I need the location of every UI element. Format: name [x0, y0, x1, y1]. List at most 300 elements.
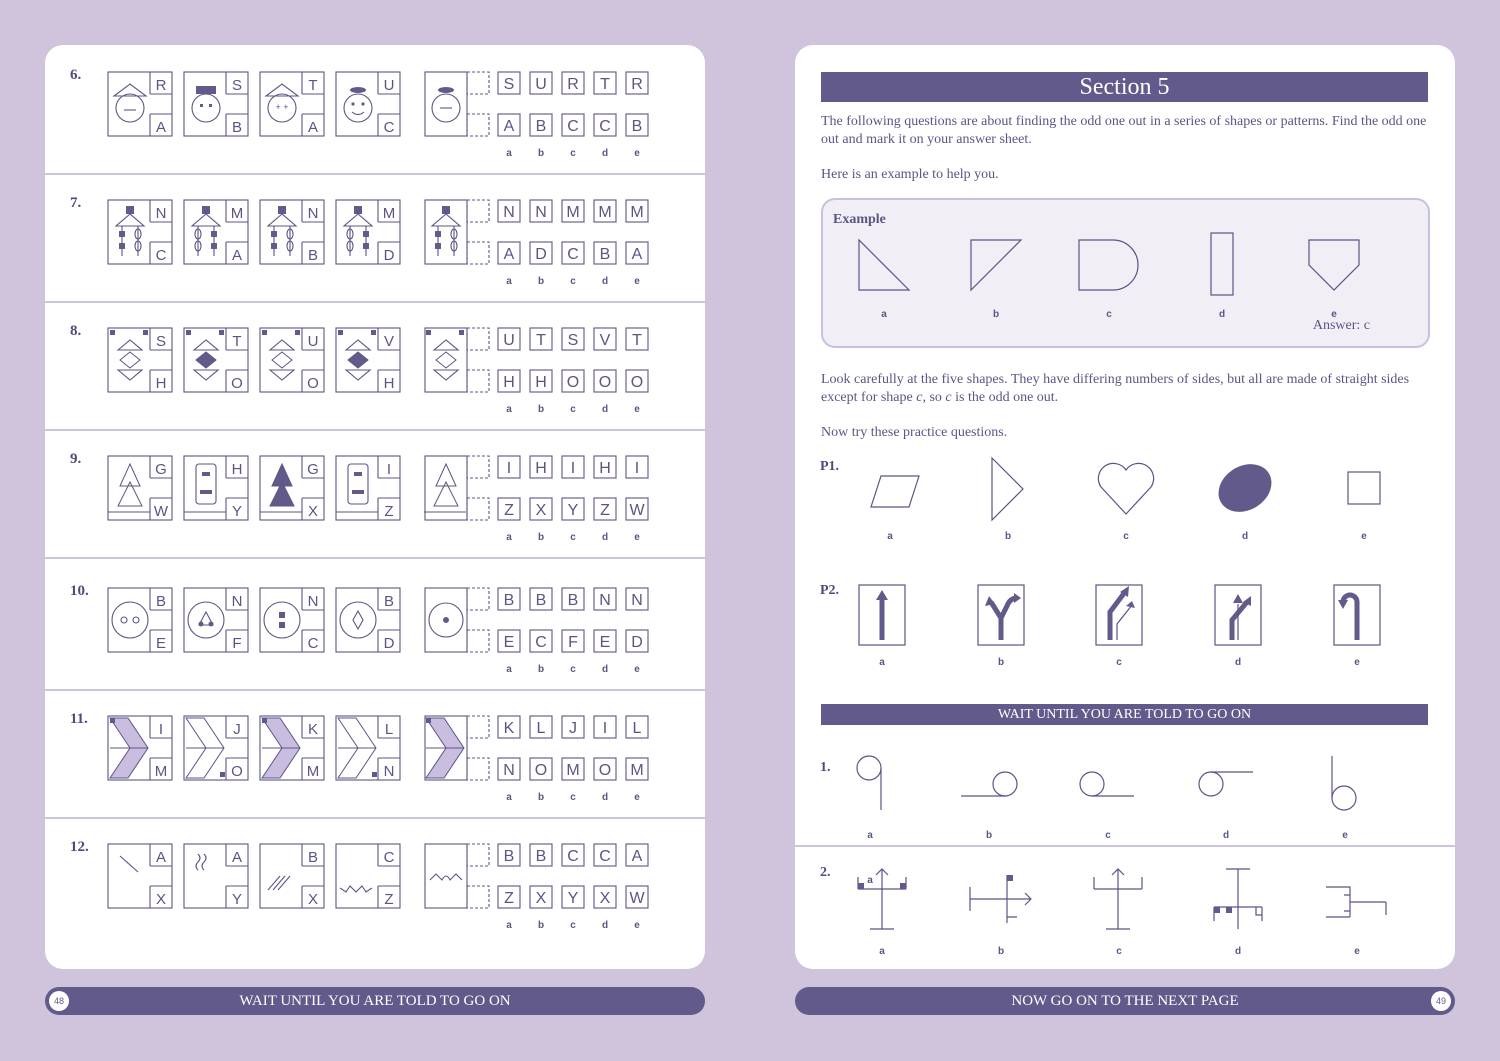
choice-letter: a — [506, 276, 512, 287]
left-page — [45, 45, 705, 969]
answer-code-top: H — [535, 460, 547, 477]
q2-letter-b: b — [997, 946, 1005, 957]
practice-intro: Now try these practice questions. — [821, 425, 1008, 440]
choice-letter: a — [506, 404, 512, 415]
option-code-top: B — [307, 849, 319, 866]
answer-code-bottom: O — [598, 374, 612, 391]
choice-letter: c — [570, 664, 576, 675]
option-figure — [108, 456, 172, 520]
answer-choice — [626, 456, 648, 543]
target-figure — [425, 716, 489, 780]
example-rectangle-d — [1211, 233, 1233, 295]
option-figure — [260, 588, 324, 652]
option-code-top: G — [155, 461, 167, 478]
question-figures — [108, 72, 668, 172]
answer-code-bottom: H — [503, 374, 515, 391]
option-code-top: I — [158, 721, 164, 738]
question-row — [45, 689, 705, 819]
answer-code-bottom: Z — [600, 502, 610, 519]
option-figure — [184, 716, 248, 780]
right-page — [795, 45, 1455, 969]
option-code-bottom: B — [231, 119, 243, 136]
option-code-top: A — [231, 849, 243, 866]
p2-letter-b: b — [997, 657, 1005, 668]
option-code-top: N — [307, 593, 319, 610]
arrow-diagonal-d — [1232, 602, 1247, 640]
choice-letter: a — [506, 920, 512, 931]
choice-letter: e — [634, 148, 640, 159]
option-code-bottom: A — [155, 119, 167, 136]
answer-code-top: M — [630, 204, 644, 221]
option-code-bottom: E — [155, 635, 167, 652]
option-code-top: L — [384, 721, 394, 738]
q1-choice-a: a — [867, 830, 873, 841]
option-code-top: S — [155, 333, 167, 350]
answer-code-bottom: B — [631, 118, 643, 135]
choice-letter: d — [601, 276, 609, 287]
question-row — [45, 561, 705, 691]
answer-code-bottom: C — [599, 118, 611, 135]
option-code-top: B — [155, 593, 167, 610]
question-number-1: 1. — [820, 760, 831, 775]
answer-code-top: H — [599, 460, 611, 477]
example-d-shape-c — [1079, 240, 1138, 290]
target-figure — [425, 72, 489, 136]
question-number: 6. — [70, 67, 82, 83]
answer-choice — [594, 588, 616, 675]
p1-letter-c: c — [1123, 531, 1129, 542]
question-row — [45, 817, 705, 945]
option-figure — [336, 328, 400, 392]
option-figure — [336, 588, 400, 652]
option-code-top: C — [383, 849, 395, 866]
question-figures — [108, 716, 668, 816]
answer-code-top: I — [570, 460, 576, 477]
question-figures — [108, 456, 668, 556]
option-code-top: U — [383, 77, 395, 94]
choice-letter: c — [570, 920, 576, 931]
answer-choice — [626, 588, 648, 675]
answer-code-top: U — [503, 332, 515, 349]
option-code-bottom: Z — [384, 503, 394, 520]
answer-choice — [626, 844, 648, 931]
answer-code-top: T — [536, 332, 546, 349]
question-row — [45, 45, 705, 175]
filled-ellipse-d — [1210, 455, 1281, 522]
example-triangle-a — [859, 240, 909, 290]
choice-letter: e — [634, 404, 640, 415]
choice-letter: b — [537, 792, 545, 803]
answer-code-top: K — [503, 720, 515, 737]
option-code-bottom: D — [383, 635, 395, 652]
option-code-bottom: X — [307, 503, 319, 520]
example-letter-b: b — [992, 309, 1000, 320]
answer-code-top: L — [536, 720, 546, 737]
question-figures — [108, 844, 668, 944]
option-figure — [260, 328, 324, 392]
left-footer-text: WAIT UNTIL YOU ARE TOLD TO GO ON — [239, 993, 511, 1009]
answer-code-bottom: D — [535, 246, 547, 263]
answer-choice — [562, 588, 584, 675]
answer-code-top: N — [503, 204, 515, 221]
option-figure — [184, 588, 248, 652]
answer-code-bottom: Y — [567, 890, 579, 907]
answer-code-top: A — [631, 848, 643, 865]
p2-letter-a: a — [879, 657, 885, 668]
p2-letter-d: d — [1234, 657, 1242, 668]
target-figure — [425, 200, 489, 264]
choice-letter: e — [634, 792, 640, 803]
answer-code-top: S — [567, 332, 579, 349]
answer-choice — [626, 716, 648, 803]
answer-choice — [594, 716, 616, 803]
question-figures — [108, 328, 668, 428]
answer-code-top: C — [567, 848, 579, 865]
answer-code-bottom: F — [568, 634, 578, 651]
answer-code-top: R — [567, 76, 579, 93]
option-code-top: V — [383, 333, 395, 350]
option-figure — [184, 72, 248, 136]
option-code-bottom: H — [383, 375, 395, 392]
answer-code-top: S — [503, 76, 515, 93]
option-code-bottom: O — [231, 763, 243, 780]
answer-code-top: T — [600, 76, 610, 93]
option-code-top: U — [307, 333, 319, 350]
answer-code-top: C — [599, 848, 611, 865]
question-1-letters — [795, 826, 1455, 846]
option-code-top: T — [232, 333, 242, 350]
option-figure — [108, 844, 172, 908]
target-figure — [425, 588, 489, 652]
p2-letter-e: e — [1354, 657, 1360, 668]
option-code-bottom: B — [307, 247, 319, 264]
answer-code-bottom: B — [535, 118, 547, 135]
option-code-top: J — [233, 721, 241, 738]
option-figure — [108, 328, 172, 392]
option-code-top: N — [231, 593, 243, 610]
option-code-top: T — [308, 77, 318, 94]
answer-code-bottom: Z — [504, 890, 514, 907]
p2-letter-c: c — [1116, 657, 1122, 668]
answer-code-bottom: A — [631, 246, 643, 263]
triangle-b — [992, 458, 1023, 520]
practice-p2-signs — [795, 580, 1455, 680]
option-code-bottom: X — [155, 891, 167, 908]
question-number: 8. — [70, 323, 82, 339]
option-code-top: B — [383, 593, 395, 610]
choice-letter: e — [634, 532, 640, 543]
choice-letter: b — [537, 664, 545, 675]
answer-choice — [530, 716, 552, 803]
section-divider — [795, 845, 1455, 847]
answer-code-top: B — [567, 592, 579, 609]
option-figure — [184, 328, 248, 392]
answer-code-bottom: M — [566, 762, 580, 779]
example-intro: Here is an example to help you. — [821, 167, 999, 182]
right-footer-text: NOW GO ON TO THE NEXT PAGE — [1011, 993, 1239, 1009]
example-letter-e: e — [1331, 309, 1337, 320]
question-number: 9. — [70, 451, 82, 467]
option-figure — [108, 716, 172, 780]
intro-text: The following questions are about finding the odd one out in a series of shapes or patterns. Find the odd one out and mark it on your answer sheet. — [821, 114, 1427, 147]
answer-choice — [562, 72, 584, 159]
arrow-fork-b — [991, 598, 1017, 640]
option-figure — [336, 456, 400, 520]
option-figure — [184, 844, 248, 908]
answer-code-bottom: Y — [567, 502, 579, 519]
answer-choice — [562, 456, 584, 543]
answer-code-top: N — [631, 592, 643, 609]
option-code-top: M — [382, 205, 396, 222]
answer-code-bottom: W — [629, 890, 645, 907]
option-figure — [260, 844, 324, 908]
choice-letter: d — [601, 148, 609, 159]
choice-letter: c — [570, 532, 576, 543]
choice-letter: e — [634, 920, 640, 931]
answer-choice — [530, 456, 552, 543]
answer-code-bottom: C — [567, 118, 579, 135]
choice-letter: b — [537, 532, 545, 543]
option-code-bottom: C — [383, 119, 395, 136]
example-triangle-b — [971, 240, 1021, 290]
answer-choice — [498, 456, 520, 543]
answer-code-top: V — [599, 332, 611, 349]
q1-choice-d: d — [1222, 830, 1230, 841]
option-code-bottom: C — [155, 247, 167, 264]
answer-choice — [562, 200, 584, 287]
question-row — [45, 301, 705, 431]
choice-letter: c — [570, 404, 576, 415]
left-footer-bar — [45, 987, 705, 1015]
p1-letter-d: d — [1241, 531, 1249, 542]
choice-letter: a — [506, 148, 512, 159]
option-code-top: N — [307, 205, 319, 222]
option-code-bottom: M — [306, 763, 320, 780]
option-figure — [108, 200, 172, 264]
example-letter-d: d — [1218, 309, 1226, 320]
answer-choice — [498, 328, 520, 415]
section-title: Section 5 — [821, 72, 1428, 102]
answer-code-bottom: D — [631, 634, 643, 651]
option-code-bottom: H — [155, 375, 167, 392]
answer-code-top: N — [599, 592, 611, 609]
option-figure — [260, 716, 324, 780]
option-code-top: S — [231, 77, 243, 94]
choice-letter: a — [506, 532, 512, 543]
example-answer: Answer: c — [1312, 318, 1370, 333]
example-box — [821, 198, 1430, 348]
option-figure — [184, 456, 248, 520]
answer-code-top: M — [598, 204, 612, 221]
answer-code-bottom: C — [567, 246, 579, 263]
option-figure — [184, 200, 248, 264]
option-code-bottom: M — [154, 763, 168, 780]
q1-choice-c: c — [1105, 830, 1111, 841]
question-number: 7. — [70, 195, 82, 211]
right-page-number: 49 — [1431, 991, 1451, 1011]
choice-letter: c — [570, 792, 576, 803]
answer-choice — [562, 844, 584, 931]
answer-choice — [562, 328, 584, 415]
p1-letter-b: b — [1004, 531, 1012, 542]
option-code-bottom: Y — [231, 503, 243, 520]
option-code-bottom: O — [231, 375, 243, 392]
answer-code-top: U — [535, 76, 547, 93]
answer-code-bottom: N — [503, 762, 515, 779]
answer-choice — [530, 588, 552, 675]
option-code-top: M — [230, 205, 244, 222]
practice-label-p2: P2. — [820, 583, 840, 598]
answer-code-top: N — [535, 204, 547, 221]
choice-letter: a — [506, 664, 512, 675]
option-code-bottom: N — [383, 763, 395, 780]
option-figure — [336, 844, 400, 908]
answer-choice — [498, 844, 520, 931]
q2-letter-a: a — [879, 946, 885, 957]
svg-text:+ +: + + — [275, 102, 289, 112]
answer-code-top: J — [569, 720, 577, 737]
answer-code-bottom: O — [598, 762, 612, 779]
q1-choice-e: e — [1342, 830, 1348, 841]
option-code-top: I — [386, 461, 392, 478]
option-code-bottom: X — [307, 891, 319, 908]
option-figure — [260, 200, 324, 264]
question-row — [45, 429, 705, 559]
answer-code-bottom: H — [535, 374, 547, 391]
answer-code-top: B — [503, 592, 515, 609]
answer-choice — [498, 716, 520, 803]
answer-code-bottom: E — [599, 634, 611, 651]
option-figure — [108, 588, 172, 652]
option-code-bottom: W — [153, 503, 169, 520]
p1-letter-a: a — [887, 531, 893, 542]
target-figure — [424, 456, 489, 520]
question-number: 11. — [70, 711, 88, 727]
explanation-text: Look carefully at the five shapes. They have differing numbers of sides, but all are made of straight sides except for shape c, so c is the odd one out. — [821, 372, 1410, 405]
option-code-bottom: F — [232, 635, 242, 652]
q2-letter-d: d — [1234, 946, 1242, 957]
option-figure — [336, 72, 400, 136]
answer-code-bottom: O — [630, 374, 644, 391]
choice-letter: d — [601, 532, 609, 543]
option-code-bottom: A — [307, 119, 319, 136]
answer-choice — [594, 200, 616, 287]
answer-code-top: R — [631, 76, 643, 93]
answer-code-bottom: X — [535, 890, 547, 907]
answer-choice — [594, 456, 616, 543]
choice-letter: b — [537, 148, 545, 159]
choice-letter: d — [601, 920, 609, 931]
question-2-shapes — [795, 857, 1455, 967]
choice-letter: c — [570, 148, 576, 159]
answer-choice — [530, 328, 552, 415]
question-row — [45, 173, 705, 303]
answer-choice — [626, 328, 648, 415]
choice-letter: e — [634, 276, 640, 287]
option-code-top: R — [155, 77, 167, 94]
answer-code-bottom: E — [503, 634, 515, 651]
example-pentagon-e — [1309, 240, 1359, 290]
answer-code-top: I — [602, 720, 608, 737]
wait-strip: WAIT UNTIL YOU ARE TOLD TO GO ON — [821, 704, 1428, 725]
example-letter-c: c — [1106, 309, 1112, 320]
p1-letter-e: e — [1361, 531, 1367, 542]
answer-choice — [626, 200, 648, 287]
parallelogram-a — [871, 476, 919, 507]
answer-choice — [594, 72, 616, 159]
answer-code-top: B — [535, 592, 547, 609]
option-code-top: A — [155, 849, 167, 866]
answer-code-top: I — [634, 460, 640, 477]
answer-code-top: T — [632, 332, 642, 349]
answer-choice — [594, 328, 616, 415]
answer-choice — [498, 72, 520, 159]
option-figure — [336, 716, 400, 780]
question-figures — [108, 588, 668, 688]
option-code-bottom: O — [307, 375, 319, 392]
answer-code-bottom: Z — [504, 502, 514, 519]
q1-letter-a: a — [867, 875, 873, 886]
answer-choice — [530, 72, 552, 159]
choice-letter: e — [634, 664, 640, 675]
answer-code-bottom: C — [535, 634, 547, 651]
answer-code-top: L — [632, 720, 642, 737]
answer-code-bottom: M — [630, 762, 644, 779]
answer-code-top: B — [503, 848, 515, 865]
option-code-bottom: A — [231, 247, 243, 264]
choice-letter: d — [601, 404, 609, 415]
option-figure — [260, 456, 324, 520]
answer-code-bottom: B — [599, 246, 611, 263]
heart-c — [1098, 463, 1153, 514]
practice-label-p1: P1. — [820, 459, 840, 474]
choice-letter: d — [601, 664, 609, 675]
option-code-bottom: Z — [384, 891, 394, 908]
answer-choice — [594, 844, 616, 931]
answer-code-bottom: A — [503, 118, 515, 135]
example-label: Example — [833, 212, 886, 227]
choice-letter: b — [537, 276, 545, 287]
square-e — [1348, 472, 1380, 504]
answer-choice — [626, 72, 648, 159]
example-letter-a: a — [881, 309, 887, 320]
choice-letter: d — [601, 792, 609, 803]
answer-code-bottom: X — [535, 502, 547, 519]
answer-code-bottom: O — [566, 374, 580, 391]
q2-letter-e: e — [1354, 946, 1360, 957]
answer-choice — [530, 844, 552, 931]
option-code-bottom: C — [307, 635, 319, 652]
choice-letter: b — [537, 404, 545, 415]
answer-code-top: B — [535, 848, 547, 865]
option-figure — [108, 72, 172, 136]
answer-choice — [498, 588, 520, 675]
answer-code-bottom: O — [534, 762, 548, 779]
answer-code-top: I — [506, 460, 512, 477]
question-figures — [108, 200, 668, 300]
option-code-top: K — [307, 721, 319, 738]
option-figure — [260, 72, 324, 136]
left-page-number: 48 — [49, 991, 69, 1011]
option-figure — [336, 200, 400, 264]
target-figure — [425, 328, 489, 392]
q2-letter-c: c — [1116, 946, 1122, 957]
q1-choice-b: b — [985, 830, 993, 841]
answer-code-bottom: A — [503, 246, 515, 263]
option-code-bottom: D — [383, 247, 395, 264]
target-figure — [425, 844, 489, 908]
practice-p1-shapes — [795, 450, 1455, 550]
